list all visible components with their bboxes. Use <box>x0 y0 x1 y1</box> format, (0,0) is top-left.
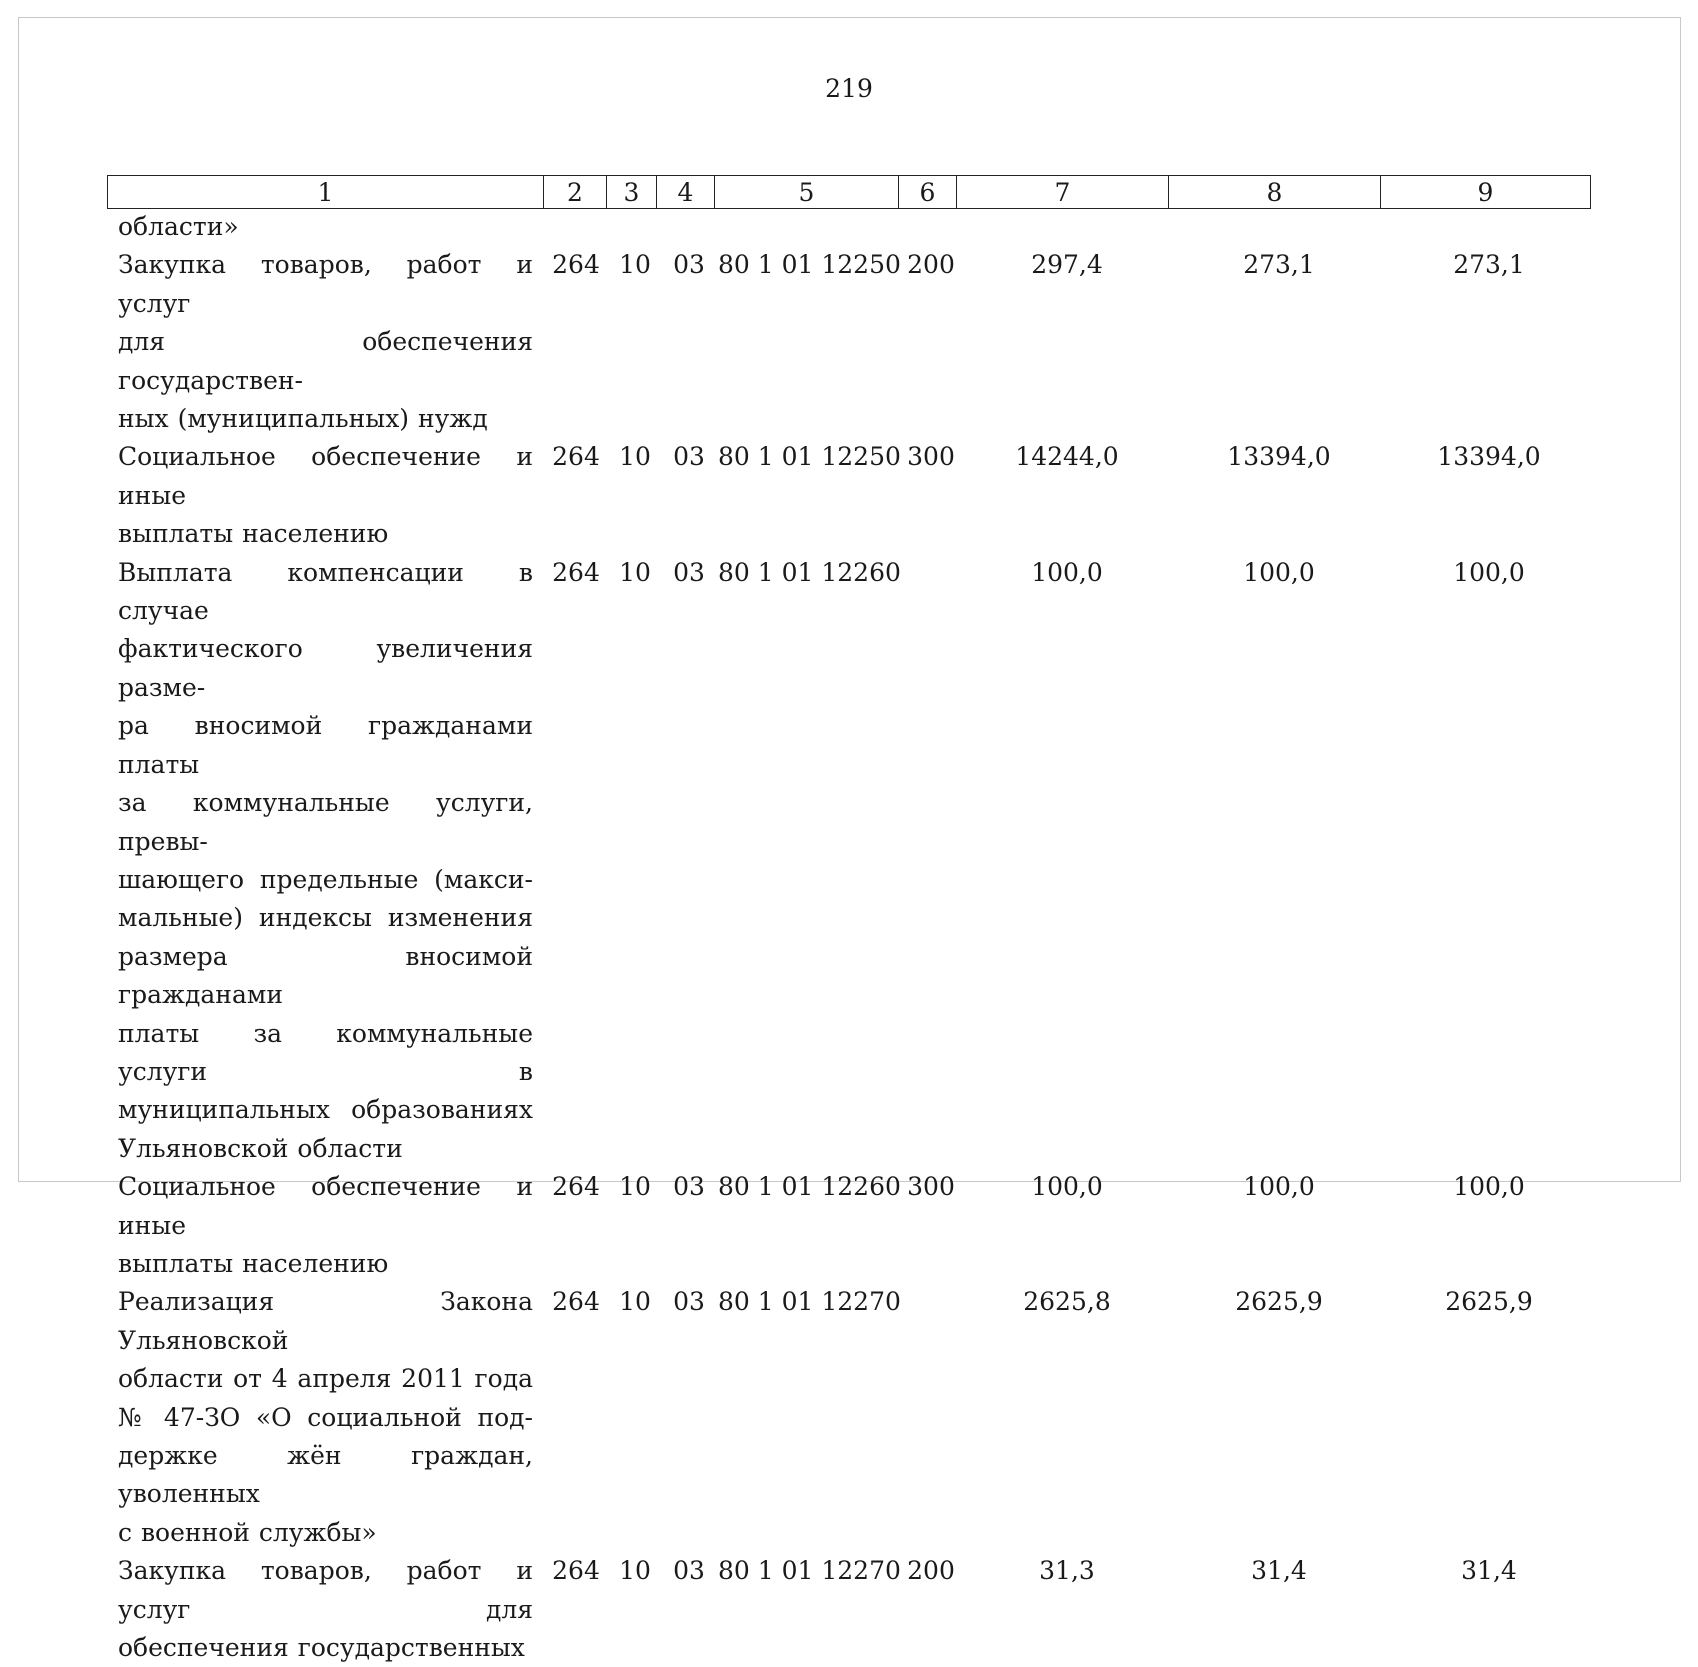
cell-c6: 200 <box>907 1556 955 1586</box>
description-line: Закупка товаров, работ и услуг для <box>118 1556 533 1624</box>
row-description <box>118 438 533 553</box>
description-line: размера вносимой гражданами <box>118 941 533 1010</box>
row-description <box>118 1283 533 1552</box>
cell-c4: 03 <box>673 1172 705 1202</box>
description-line: области от 4 апреля 2011 года <box>118 1364 533 1394</box>
cell-c8: 100,0 <box>1243 1172 1315 1202</box>
table-row <box>0 1168 1698 1283</box>
description-line: Закупка товаров, работ и услуг <box>118 250 533 318</box>
cell-c2: 264 <box>552 1556 600 1586</box>
description-line: фактического увеличения разме- <box>118 634 533 702</box>
description-line: за коммунальные услуги, превы- <box>118 788 533 856</box>
cell-c3: 10 <box>619 557 651 587</box>
description-line: выплаты населению <box>118 1248 389 1278</box>
cell-c5: 80 1 01 12270 <box>718 1556 901 1586</box>
table-header <box>107 175 1591 209</box>
cell-c3: 10 <box>619 1172 651 1202</box>
table-row <box>0 246 1698 438</box>
description-line: Реализация Закона Ульяновской <box>118 1287 533 1355</box>
description-line: держке жён граждан, уволенных <box>118 1441 533 1509</box>
description-line: муниципальных образованиях <box>118 1095 533 1125</box>
cell-c9: 13394,0 <box>1437 442 1541 472</box>
table-row <box>0 1283 1698 1552</box>
table-row <box>0 554 1698 1169</box>
cell-c4: 03 <box>673 1287 705 1317</box>
cell-c7: 14244,0 <box>1015 442 1119 472</box>
description-line: Социальное обеспечение и иные <box>118 442 533 510</box>
cell-c3: 10 <box>619 442 651 472</box>
description-line: с военной службы» <box>118 1517 377 1547</box>
cell-c7: 100,0 <box>1031 1172 1103 1202</box>
column-header: 9 <box>1381 176 1591 209</box>
column-header: 1 <box>108 176 544 209</box>
description-line: выплаты населению <box>118 519 389 549</box>
description-line: шающего предельные (макси- <box>118 864 533 894</box>
cell-c8: 13394,0 <box>1227 442 1331 472</box>
description-line: ра вносимой гражданами платы <box>118 711 533 779</box>
cell-c8: 31,4 <box>1251 1556 1307 1586</box>
cell-c5: 80 1 01 12260 <box>718 1172 901 1202</box>
cell-c4: 03 <box>673 1556 705 1586</box>
cell-c9: 100,0 <box>1453 1172 1525 1202</box>
cell-c3: 10 <box>619 1556 651 1586</box>
column-header: 8 <box>1169 176 1381 209</box>
description-line: платы за коммунальные услуги в <box>118 1018 533 1086</box>
cell-c4: 03 <box>673 557 705 587</box>
cell-c8: 273,1 <box>1243 250 1315 280</box>
description-line: мальные) индексы изменения <box>118 903 533 933</box>
cell-c4: 03 <box>673 250 705 280</box>
description-line: Выплата компенсации в случае <box>118 557 533 626</box>
row-description <box>118 1168 533 1283</box>
table-row <box>0 438 1698 553</box>
cell-c5: 80 1 01 12260 <box>718 557 901 587</box>
row-description <box>118 1552 533 1667</box>
description-line: № 47-ЗО «О социальной под- <box>118 1402 533 1432</box>
cell-c6: 300 <box>907 442 955 472</box>
cell-c8: 100,0 <box>1243 557 1315 587</box>
cell-c5: 80 1 01 12270 <box>718 1287 901 1317</box>
page-number: 219 <box>825 74 873 103</box>
cell-c2: 264 <box>552 1287 600 1317</box>
column-header: 6 <box>899 176 957 209</box>
cell-c5: 80 1 01 12250 <box>718 442 901 472</box>
cell-c2: 264 <box>552 557 600 587</box>
column-header: 3 <box>607 176 657 209</box>
cell-c3: 10 <box>619 250 651 280</box>
cell-c5: 80 1 01 12250 <box>718 250 901 280</box>
description-line: обеспечения государственных <box>118 1633 525 1663</box>
cell-c7: 297,4 <box>1031 250 1103 280</box>
cell-c3: 10 <box>619 1287 651 1317</box>
description-line: ных (муниципальных) нужд <box>118 404 488 434</box>
row-description <box>118 554 533 1169</box>
description-line: для обеспечения государствен- <box>118 327 533 395</box>
cell-c6: 300 <box>907 1172 955 1202</box>
cell-c2: 264 <box>552 442 600 472</box>
cell-c4: 03 <box>673 442 705 472</box>
table-body <box>0 208 1698 1667</box>
cell-c2: 264 <box>552 250 600 280</box>
cell-c7: 2625,8 <box>1023 1287 1111 1317</box>
cell-c2: 264 <box>552 1172 600 1202</box>
cell-c9: 100,0 <box>1453 557 1525 587</box>
cell-c8: 2625,9 <box>1235 1287 1323 1317</box>
column-header: 4 <box>657 176 715 209</box>
cell-c9: 31,4 <box>1461 1556 1517 1586</box>
table-row <box>0 208 1698 246</box>
description-line: Социальное обеспечение и иные <box>118 1172 533 1240</box>
row-description <box>118 208 533 246</box>
cell-c7: 31,3 <box>1039 1556 1095 1586</box>
column-header: 5 <box>715 176 899 209</box>
column-header: 2 <box>544 176 607 209</box>
cell-c7: 100,0 <box>1031 557 1103 587</box>
description-line: области» <box>118 212 239 241</box>
table-row <box>0 1552 1698 1667</box>
cell-c9: 273,1 <box>1453 250 1525 280</box>
column-header: 7 <box>957 176 1169 209</box>
cell-c9: 2625,9 <box>1445 1287 1533 1317</box>
row-description <box>118 246 533 438</box>
cell-c6: 200 <box>907 250 955 280</box>
description-line: Ульяновской области <box>118 1133 403 1163</box>
